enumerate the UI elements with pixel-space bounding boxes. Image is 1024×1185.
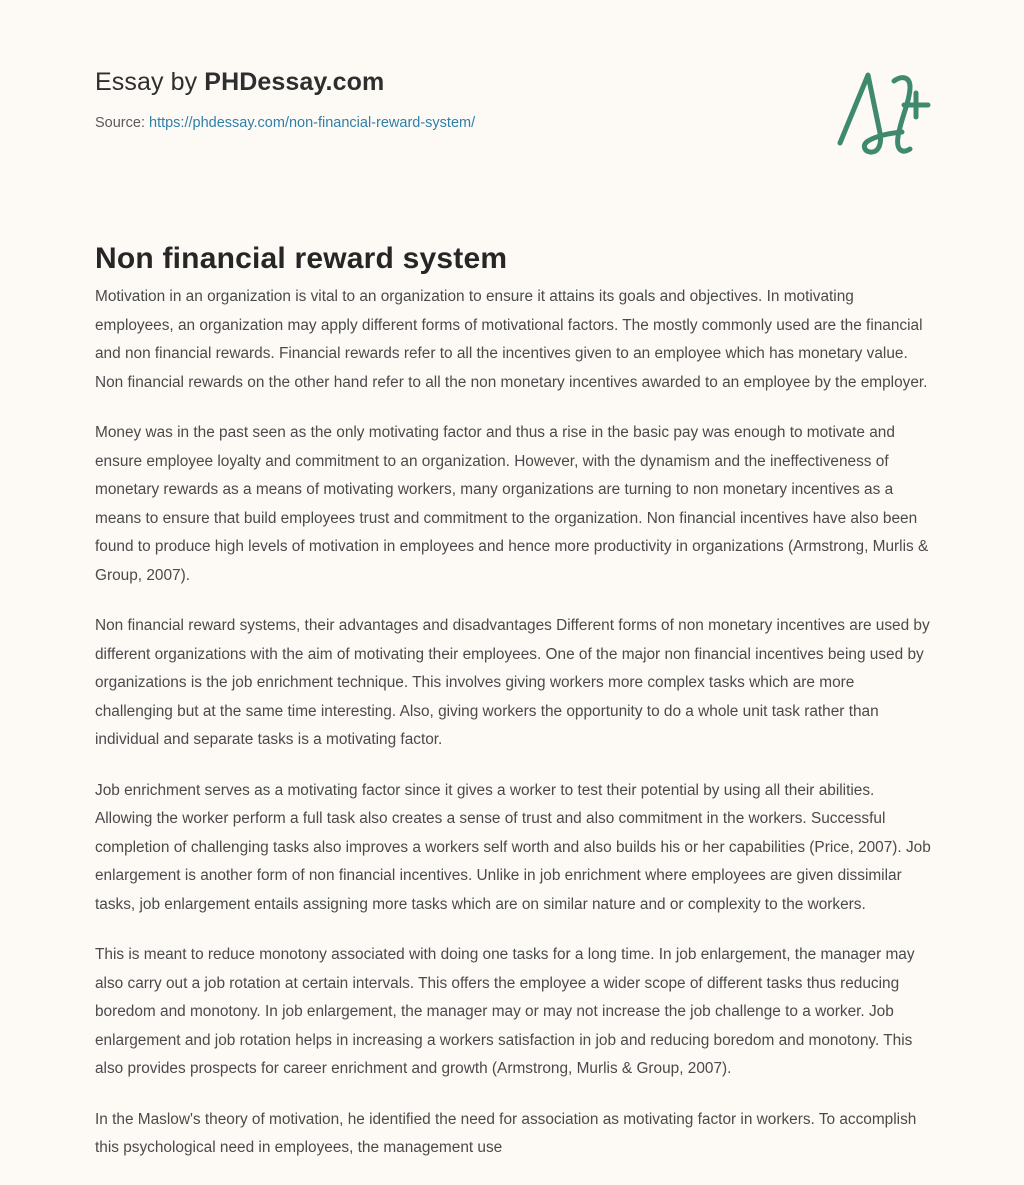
site-name: PHDessay.com bbox=[204, 68, 385, 96]
document-body bbox=[95, 283, 933, 1185]
source-label: Source: bbox=[95, 115, 149, 131]
brand-line bbox=[95, 68, 935, 97]
source-url-link[interactable]: https://phdessay.com/non-financial-reward-system/ bbox=[149, 115, 476, 131]
paragraph: Money was in the past seen as the only motivating factor and thus a rise in the basic pay was enough to motivate and ensure employee loyalty and commitment to an organization. However, with the dynamism and the ineffectiveness of monetary rewards as a means of motivating workers, many organizations are turning to non monetary incentives as a means to ensure that build employees trust and commitment to the organization. Non financial incentives have also been found to produce high levels of motivation in employees and hence more productivity in organizations (Armstrong, Murlis & Group, 2007). bbox=[95, 424, 929, 584]
paragraph: Job enrichment serves as a motivating factor since it gives a worker to test their potential by using all their abilities. Allowing the worker perform a full task also creates a sense of trust and also commitment in the workers. Successful completion of challenging tasks also improves a workers self worth and also builds his or her capabilities (Price, 2007). Job enlargement is another form of non financial incentives. Unlike in job enrichment where employees are given dissimilar tasks, job enlargement entails assigning more tasks which are on similar nature and or complexity to the workers. bbox=[95, 781, 931, 913]
paragraph: Non financial reward systems, their advantages and disadvantages Different forms of non monetary incentives are used by different organizations with the aim of motivating their employees. One of the major non financial incentives being used by organizations is the job enrichment technique. This involves giving workers more complex tasks which are more challenging but at the same time interesting. Also, giving workers the opportunity to do a whole unit task rather than individual and separate tasks is a motivating factor. bbox=[95, 617, 930, 748]
paragraph: In the Maslow's theory of motivation, he identified the need for association as motivating factor in workers. To accomplish this psychological need in employees, the management use bbox=[95, 1110, 917, 1156]
document-header bbox=[95, 68, 935, 131]
page-title: Non financial reward system bbox=[95, 242, 508, 276]
by-word: by bbox=[163, 68, 205, 96]
essay-word: Essay bbox=[95, 68, 164, 96]
paragraph: Motivation in an organization is vital to an organization to ensure it attains its goals and objectives. In motivating employees, an organization may apply different forms of motivational factors. The mostly commonly used are the financial and non financial rewards. Financial rewards refer to all the incentives given to an employee which has monetary value. Non financial rewards on the other hand refer to all the non monetary incentives awarded to an employee by the employer. bbox=[95, 288, 928, 391]
a-plus-logo-icon bbox=[824, 55, 934, 165]
paragraph: This is meant to reduce monotony associated with doing one tasks for a long time. In job enlargement, the manager may also carry out a job rotation at certain intervals. This offers the employee a wider scope of different tasks thus reducing boredom and monotony. In job enlargement, the manager may or may not increase the job challenge to a worker. Job enlargement and job rotation helps in increasing a workers satisfaction in job and reducing boredom and monotony. This also provides prospects for career enrichment and growth (Armstrong, Murlis & Group, 2007). bbox=[95, 946, 915, 1077]
source-line bbox=[95, 115, 935, 131]
